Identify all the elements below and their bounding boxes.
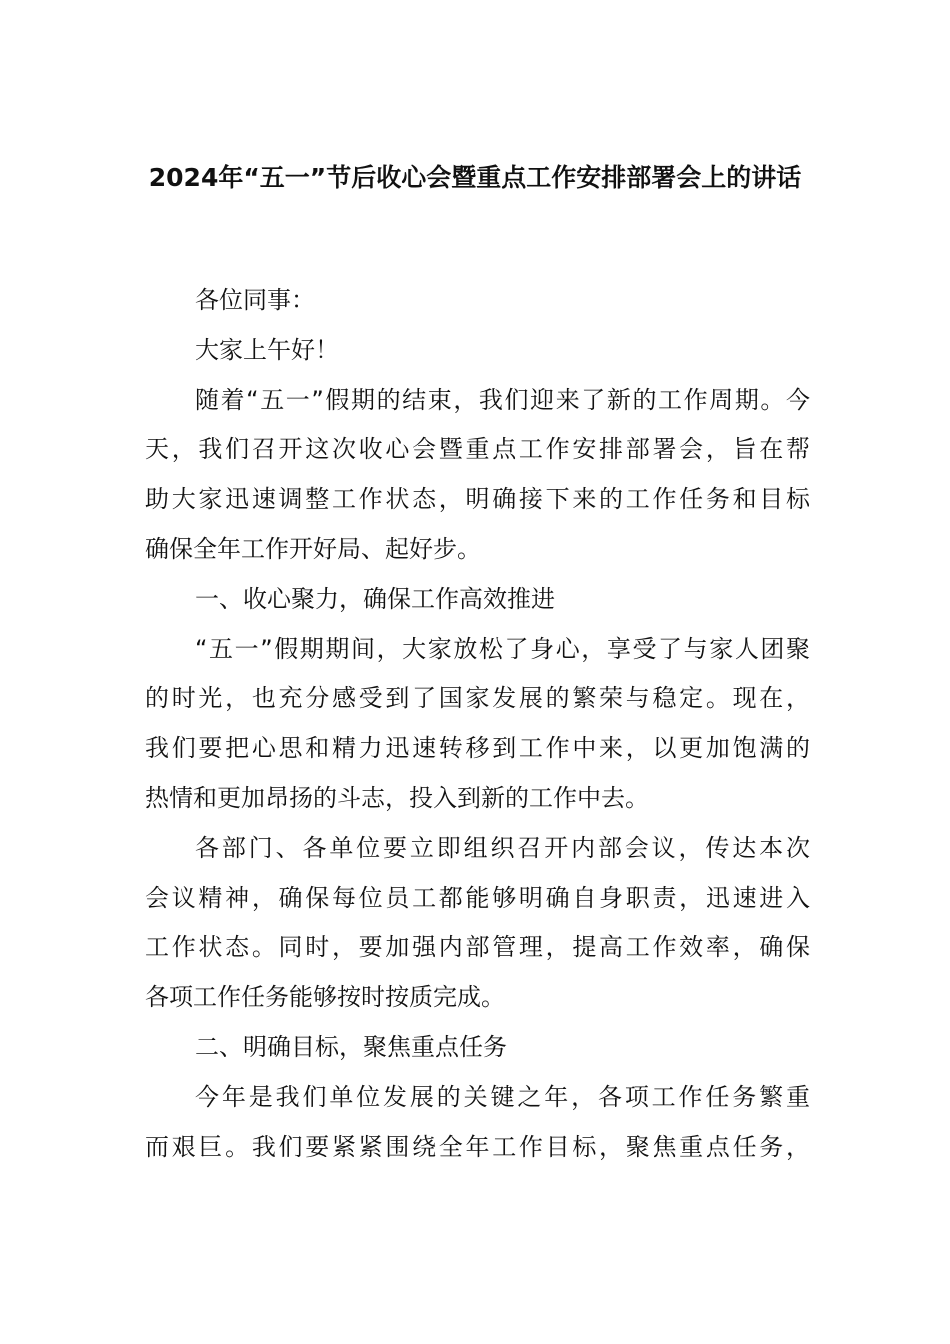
text-line: 会议精神，确保每位员工都能够明确自身职责，迅速进入 [145,883,810,912]
text-line: 热情和更加昂扬的斗志，投入到新的工作中去。 [145,783,649,812]
text-line: 确保全年工作开好局、起好步。 [145,534,481,563]
section-heading-2 [145,1023,810,1073]
text-line: 的时光，也充分感受到了国家发展的繁荣与稳定。现在， [145,684,810,713]
salutation-paragraph [145,276,810,326]
section1-paragraph-1 [145,625,810,824]
text-line: 各项工作任务能够按时按质完成。 [145,983,505,1012]
text-line: 我们要把心思和精力迅速转移到工作中来，以更加饱满的 [145,734,810,763]
text-line: 各部门、各单位要立即组织召开内部会议，传达本次 [195,833,810,862]
text-line: 助大家迅速调整工作状态，明确接下来的工作任务和目标 [145,485,810,514]
section2-paragraph-1 [145,1073,810,1173]
text-line: 天，我们召开这次收心会暨重点工作安排部署会，旨在帮 [145,435,810,464]
text-line: 一、收心聚力，确保工作高效推进 [195,584,555,613]
text-line: 大家上午好！ [195,335,339,364]
section1-paragraph-2 [145,824,810,1023]
text-line: “五一”假期期间，大家放松了身心，享受了与家人团聚 [195,634,810,663]
section-heading-1 [145,575,810,625]
text-line: 而艰巨。我们要紧紧围绕全年工作目标，聚焦重点任务， [145,1132,810,1161]
text-line: 今年是我们单位发展的关键之年，各项工作任务繁重 [195,1082,810,1111]
text-line: 工作状态。同时，要加强内部管理，提高工作效率，确保 [145,933,810,962]
text-line: 二、明确目标，聚焦重点任务 [195,1032,507,1061]
document-title: 2024年“五一”节后收心会暨重点工作安排部署会上的讲话 [148,163,802,192]
text-line: 随着“五一”假期的结束，我们迎来了新的工作周期。今 [195,385,810,414]
greeting-paragraph [145,326,810,376]
document-body [145,276,810,1172]
text-line: 各位同事： [195,286,315,314]
intro-paragraph [145,376,810,575]
